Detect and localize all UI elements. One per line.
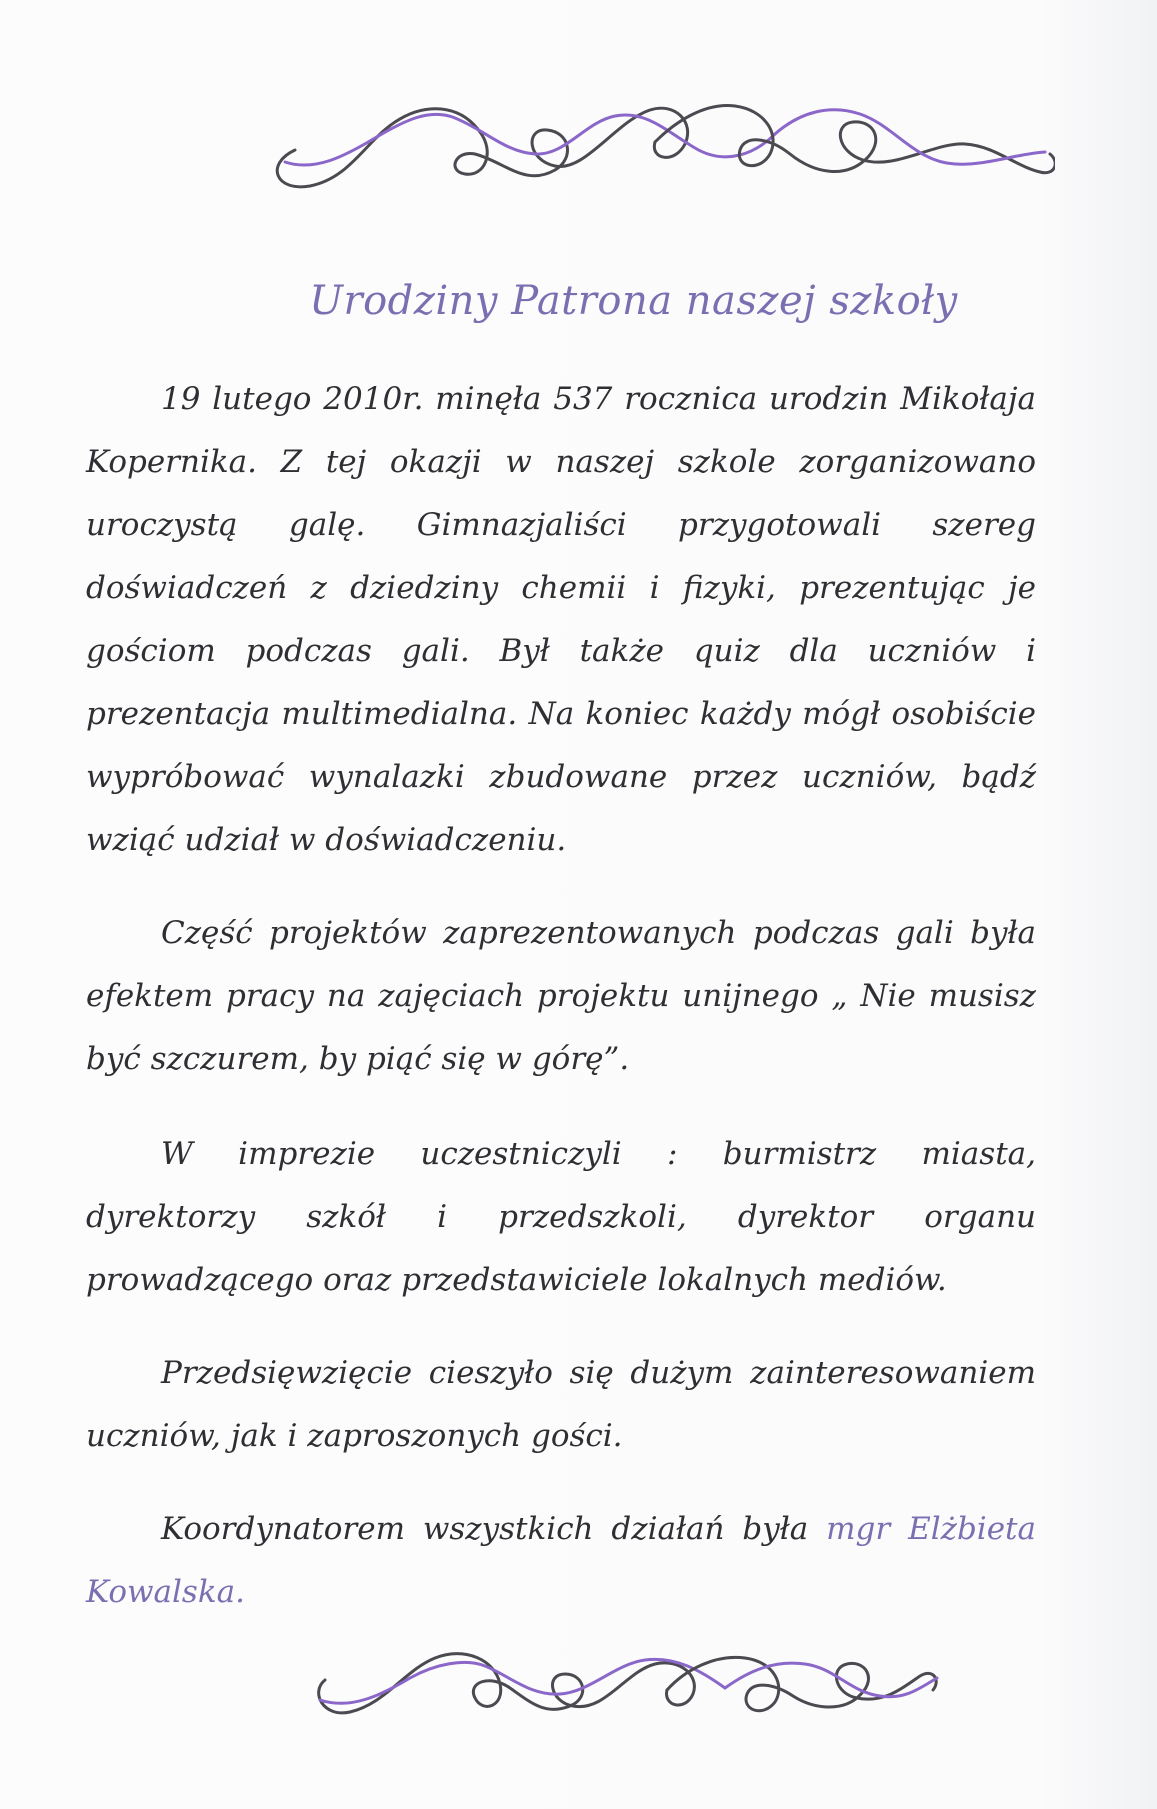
paragraph-guests: W imprezie uczestniczyli : burmistrz miasta, dyrektorzy szkół i przedszkoli, dyrektor organu prowadzącego oraz przedstawiciele lokalnych mediów.: [86, 1136, 1036, 1298]
bottom-flourish-icon: [305, 1630, 945, 1740]
paragraph-interest: Przedsięwzięcie cieszyło się dużym zainteresowaniem uczniów, jak i zaproszonych gości.: [86, 1355, 1036, 1454]
paragraph-coordinator: [86, 1498, 1036, 1624]
article-body: [86, 368, 1036, 1624]
paragraph-projects: Część projektów zaprezentowanych podczas gali była efektem pracy na zajęciach projektu unijnego „ Nie musisz być szczurem, by piąć się w górę”.: [86, 915, 1036, 1077]
top-flourish-icon: [255, 82, 1055, 212]
page-title: Urodziny Patrona naszej szkoły: [309, 278, 958, 324]
coordinator-name: mgr Elżbieta Kowalska.: [86, 1511, 1036, 1610]
coordinator-label: Koordynatorem wszystkich działań była: [161, 1511, 827, 1547]
paragraph-intro: 19 lutego 2010r. minęła 537 rocznica urodzin Mikołaja Kopernika. Z tej okazji w naszej szkole zorganizowano uroczystą galę. Gimnazjaliści przygotowali szereg doświadczeń z dziedziny chemii i fizyki, prezentując je gościom podczas gali. Był także quiz dla uczniów i prezentacja multimedialna. Na koniec każdy mógł osobiście wypróbować wynalazki zbudowane przez uczniów, bądź wziąć udział w doświadczeniu.: [86, 381, 1036, 858]
